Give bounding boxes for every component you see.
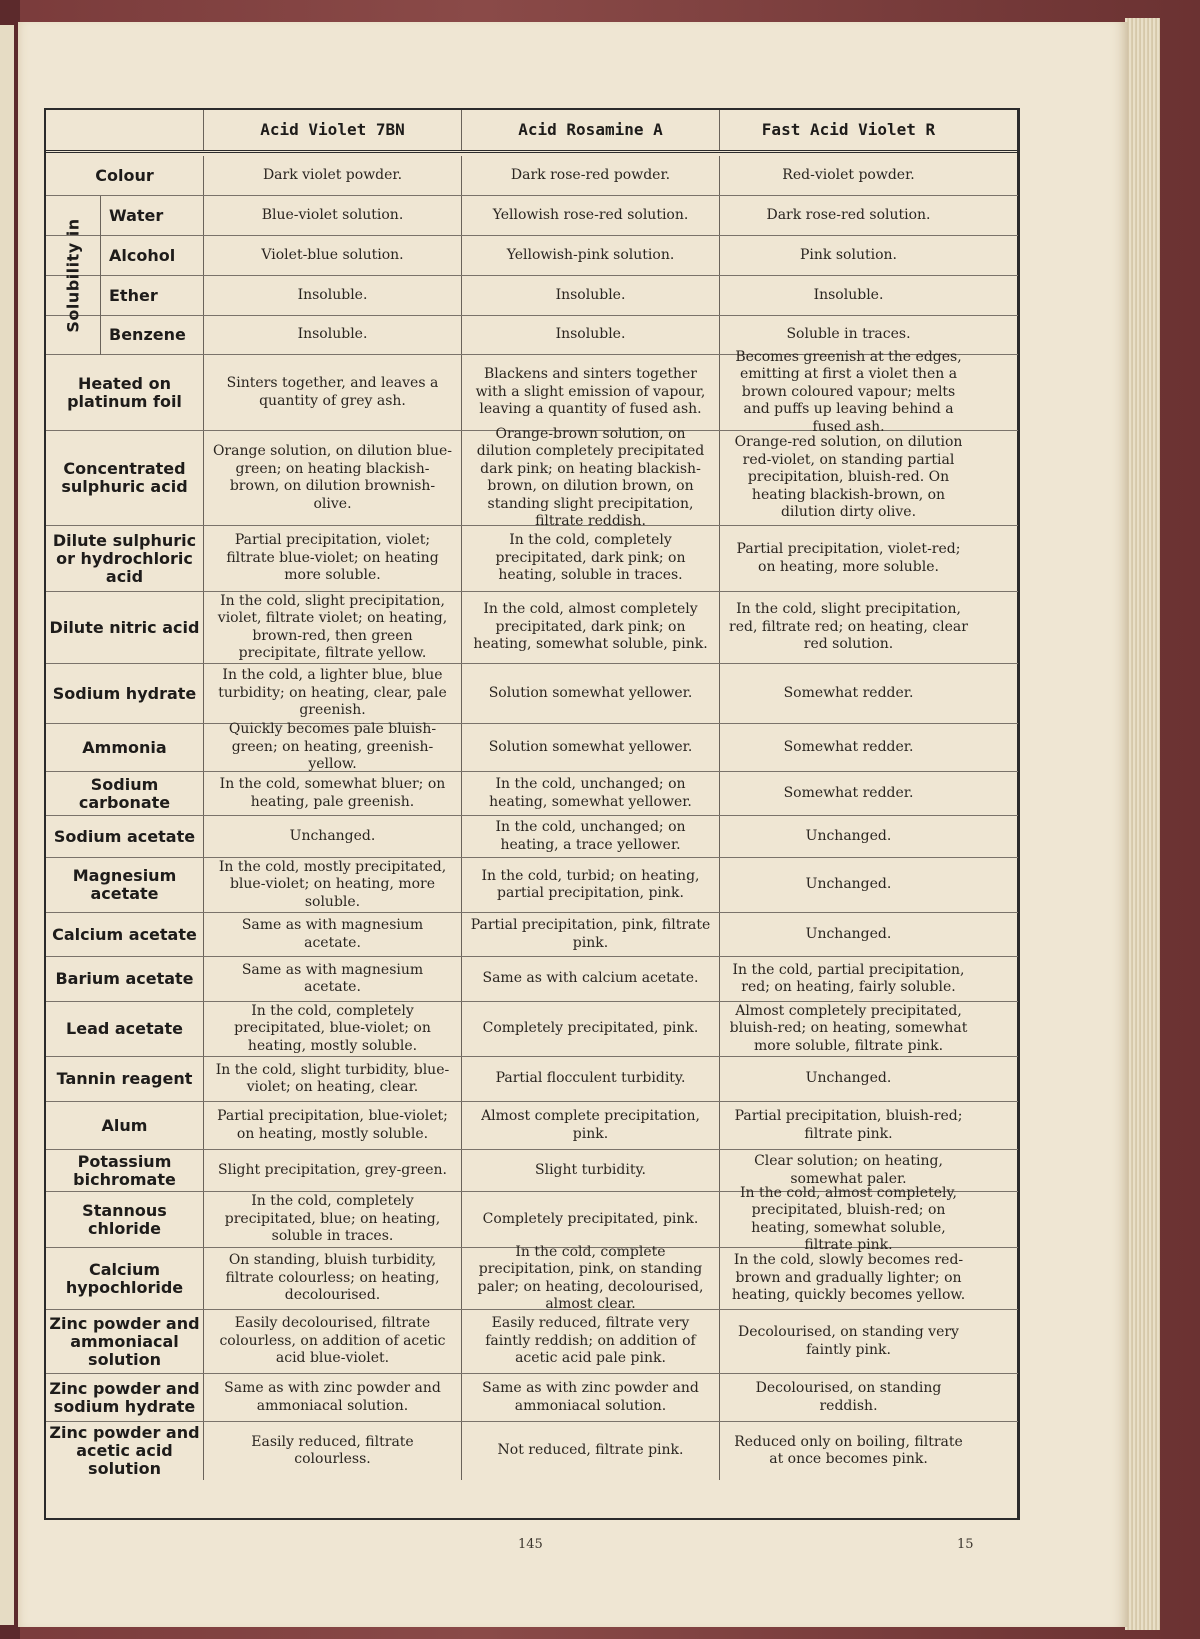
page-number: 145	[518, 1537, 543, 1552]
reaction-cell-col3: Unchanged.	[719, 858, 977, 912]
reaction-cell-col3: Unchanged.	[719, 816, 977, 857]
table-row	[46, 957, 1018, 1002]
table-row	[46, 1102, 1018, 1150]
reaction-cell-col3: Partial precipitation, bluish-red; filtrate pink.	[719, 1102, 977, 1149]
solubility-label-text: Solubility in	[63, 218, 83, 333]
reaction-cell-col2: In the cold, unchanged; on heating, somewhat yellower.	[461, 772, 719, 815]
reaction-cell-col3: Becomes greenish at the edges, emitting at first a violet then a brown coloured vapour; melts and puffs up leaving behind a fused ash.	[719, 355, 977, 430]
reaction-cell-col3: Somewhat redder.	[719, 664, 977, 723]
reaction-cell-col2: In the cold, unchanged; on heating, a trace yellower.	[461, 816, 719, 857]
row-label: Zinc powder and acetic acid solution	[49, 1423, 200, 1478]
reaction-cell-col3: In the cold, slowly becomes red-brown and gradually lighter; on heating, quickly becomes yellow.	[719, 1248, 977, 1309]
table-row	[46, 1374, 1018, 1422]
row-label: Ether	[109, 285, 158, 305]
header-corner	[46, 110, 203, 150]
row-label: Colour	[95, 165, 154, 185]
table-row	[46, 236, 1018, 276]
reaction-cell-col1: Insoluble.	[203, 316, 461, 354]
reaction-cell-col2: Same as with calcium acetate.	[461, 957, 719, 1001]
table-row	[46, 276, 1018, 316]
reaction-cell-col3: In the cold, slight precipitation, red, filtrate red; on heating, clear red solution.	[719, 592, 977, 663]
reaction-cell-col1: In the cold, mostly precipitated, blue-violet; on heating, more soluble.	[203, 858, 461, 912]
reaction-cell-col2: Slight turbidity.	[461, 1150, 719, 1191]
reaction-cell-col1: Violet-blue solution.	[203, 236, 461, 275]
reaction-cell-col1: On standing, bluish turbidity, filtrate colourless; on heating, decolourised.	[203, 1248, 461, 1309]
header-fast-acid-violet-r: Fast Acid Violet R	[719, 110, 977, 150]
reaction-cell-col2: Blackens and sinters together with a slight emission of vapour, leaving a quantity of fused ash.	[461, 355, 719, 430]
row-label: Zinc powder and ammoniacal solution	[49, 1313, 200, 1369]
table-row	[46, 1184, 1018, 1253]
row-label: Sodium acetate	[53, 826, 196, 846]
reaction-cell-col1: Same as with magnesium acetate.	[203, 957, 461, 1001]
reaction-cell-col3: Dark rose-red solution.	[719, 196, 977, 235]
row-label: Dilute sulphuric or hydrochloric acid	[52, 530, 197, 586]
row-label: Alcohol	[109, 245, 176, 265]
reaction-cell-col2: Completely precipitated, pink.	[461, 1192, 719, 1247]
reaction-cell-col2: Not reduced, filtrate pink.	[461, 1422, 719, 1480]
page-edges	[1125, 18, 1160, 1630]
reaction-cell-col2: Same as with zinc powder and ammoniacal solution.	[461, 1374, 719, 1421]
row-label: Calcium acetate	[52, 924, 197, 944]
reaction-cell-col3: In the cold, partial precipitation, red; on heating, fairly soluble.	[719, 957, 977, 1001]
reaction-cell-col1: In the cold, slight precipitation, violet, filtrate violet; on heating, brown-red, then green precipitate, filtrate yellow.	[203, 592, 461, 663]
reaction-cell-col1: Orange solution, on dilution blue-green; on heating blackish-brown, on dilution brownish-olive.	[203, 431, 461, 525]
left-page-edge	[0, 25, 14, 1625]
reaction-cell-col2: Partial precipitation, pink, filtrate pink.	[461, 913, 719, 956]
reaction-cell-col1: Partial precipitation, violet; filtrate blue-violet; on heating more soluble.	[203, 526, 461, 591]
table-row	[46, 1002, 1018, 1057]
reaction-cell-col1: Easily decolourised, filtrate colourless, on addition of acetic acid blue-violet.	[203, 1310, 461, 1373]
reaction-cell-col3: Clear solution; on heating, somewhat paler.	[719, 1150, 977, 1191]
table-row	[46, 1057, 1018, 1102]
reaction-cell-col3: Decolourised, on standing reddish.	[719, 1374, 977, 1421]
row-label: Tannin reagent	[56, 1069, 193, 1088]
table-row	[46, 816, 1018, 858]
table-header-row	[46, 110, 1018, 153]
table-row	[46, 348, 1018, 435]
row-label: Magnesium acetate	[72, 866, 177, 903]
reaction-cell-col3: Reduced only on boiling, filtrate at once becomes pink.	[719, 1422, 977, 1480]
row-label: Zinc powder and sodium hydrate	[49, 1378, 200, 1416]
table-row	[46, 425, 1018, 529]
table-row	[46, 196, 1018, 236]
reaction-cell-col1: Same as with magnesium acetate.	[203, 913, 461, 956]
reaction-cell-col2: Easily reduced, filtrate very faintly reddish; on addition of acetic acid pale pink.	[461, 1310, 719, 1373]
row-label: Stannous chloride	[82, 1200, 167, 1238]
reaction-cell-col2: Completely precipitated, pink.	[461, 1002, 719, 1056]
reaction-cell-col1: Quickly becomes pale bluish-green; on heating, greenish-yellow.	[203, 724, 461, 771]
reaction-cell-col2: In the cold, turbid; on heating, partial precipitation, pink.	[461, 858, 719, 912]
table-row	[46, 1310, 1018, 1374]
reaction-cell-col3: Somewhat redder.	[719, 724, 977, 771]
reaction-cell-col2: Almost complete precipitation, pink.	[461, 1102, 719, 1149]
reaction-cell-col3: In the cold, almost completely, precipitated, bluish-red; on heating, somewhat soluble, filtrate pink.	[719, 1192, 977, 1247]
header-acid-violet-7bn: Acid Violet 7BN	[203, 110, 461, 150]
row-label: Benzene	[109, 325, 186, 344]
reaction-cell-col1: In the cold, completely precipitated, blue; on heating, soluble in traces.	[203, 1192, 461, 1247]
table-row	[46, 592, 1018, 664]
reaction-cell-col1: Easily reduced, filtrate colourless.	[203, 1422, 461, 1480]
reaction-cell-col2: Solution somewhat yellower.	[461, 724, 719, 771]
table-row	[46, 664, 1018, 724]
reaction-cell-col1: In the cold, slight turbidity, blue-violet; on heating, clear.	[203, 1057, 461, 1101]
reaction-cell-col2: Solution somewhat yellower.	[461, 664, 719, 723]
solubility-group-label	[46, 196, 101, 355]
table-row	[46, 772, 1018, 816]
reaction-cell-col2: Yellowish rose-red solution.	[461, 196, 719, 235]
row-label: Sodium hydrate	[52, 683, 197, 703]
reaction-cell-col2: Dark rose-red powder.	[461, 156, 719, 195]
row-label: Heated on platinum foil	[67, 373, 182, 411]
table-row	[46, 721, 1018, 773]
reaction-cell-col3: Almost completely precipitated, bluish-red; on heating, somewhat more soluble, filtrate pink.	[719, 1002, 977, 1056]
reaction-cell-col2: In the cold, almost completely precipitated, dark pink; on heating, somewhat soluble, pink.	[461, 592, 719, 663]
reaction-cell-col3: Partial precipitation, violet-red; on heating, more soluble.	[719, 526, 977, 591]
signature-mark: 15	[957, 1537, 974, 1552]
reaction-cell-col2: Partial flocculent turbidity.	[461, 1057, 719, 1101]
reaction-cell-col1: Same as with zinc powder and ammoniacal solution.	[203, 1374, 461, 1421]
reaction-cell-col1: Unchanged.	[203, 816, 461, 857]
reaction-cell-col3: Somewhat redder.	[719, 772, 977, 815]
reaction-cell-col1: Blue-violet solution.	[203, 196, 461, 235]
reaction-cell-col3: Unchanged.	[719, 913, 977, 956]
table-row	[46, 156, 1018, 196]
table-row	[46, 526, 1018, 592]
reaction-cell-col3: Pink solution.	[719, 236, 977, 275]
row-label: Barium acetate	[55, 969, 194, 988]
reaction-cell-col2: Insoluble.	[461, 276, 719, 315]
reaction-cell-col1: Partial precipitation, blue-violet; on heating, mostly soluble.	[203, 1102, 461, 1149]
dye-reaction-table	[44, 108, 1020, 1520]
reaction-cell-col1: Insoluble.	[203, 276, 461, 315]
table-row	[46, 1243, 1018, 1312]
row-label: Water	[109, 205, 164, 225]
row-label: Alum	[101, 1115, 148, 1135]
row-label: Concentrated sulphuric acid	[61, 459, 188, 496]
reaction-cell-col2: Orange-brown solution, on dilution completely precipitated dark pink; on heating blackish-brown, on dilution brown, on standing slight precipitation, filtrate reddish.	[461, 431, 719, 525]
reaction-cell-col3: Decolourised, on standing very faintly pink.	[719, 1310, 977, 1373]
reaction-cell-col1: In the cold, a lighter blue, blue turbidity; on heating, clear, pale greenish.	[203, 664, 461, 723]
row-label: Sodium carbonate	[78, 774, 171, 812]
reaction-cell-col2: In the cold, complete precipitation, pink, on standing paler; on heating, decolourised, almost clear.	[461, 1248, 719, 1309]
table-row	[46, 913, 1018, 957]
reaction-cell-col3: Unchanged.	[719, 1057, 977, 1101]
header-acid-rosamine-a: Acid Rosamine A	[461, 110, 719, 150]
table-row	[46, 1422, 1018, 1480]
reaction-cell-col2: Yellowish-pink solution.	[461, 236, 719, 275]
reaction-cell-col3: Soluble in traces.	[719, 316, 977, 354]
reaction-cell-col1: Sinters together, and leaves a quantity of grey ash.	[203, 355, 461, 430]
reaction-cell-col1: In the cold, somewhat bluer; on heating, pale greenish.	[203, 772, 461, 815]
row-label: Lead acetate	[66, 1019, 183, 1038]
row-label: Calcium hypochloride	[65, 1259, 184, 1297]
reaction-cell-col1: Slight precipitation, grey-green.	[203, 1150, 461, 1191]
reaction-cell-col2: In the cold, completely precipitated, dark pink; on heating, soluble in traces.	[461, 526, 719, 591]
row-label: Dilute nitric acid	[49, 617, 200, 637]
row-label: Potassium bichromate	[73, 1151, 176, 1189]
row-label: Ammonia	[82, 737, 167, 757]
table-row	[46, 858, 1018, 913]
reaction-cell-col3: Red-violet powder.	[719, 156, 977, 195]
reaction-cell-col3: Orange-red solution, on dilution red-violet, on standing partial precipitation, bluish-red. On heating blackish-brown, on dilution dirty olive.	[719, 431, 977, 525]
reaction-cell-col3: Insoluble.	[719, 276, 977, 315]
reaction-cell-col1: Dark violet powder.	[203, 156, 461, 195]
reaction-cell-col2: Insoluble.	[461, 316, 719, 354]
reaction-cell-col1: In the cold, completely precipitated, blue-violet; on heating, mostly soluble.	[203, 1002, 461, 1056]
